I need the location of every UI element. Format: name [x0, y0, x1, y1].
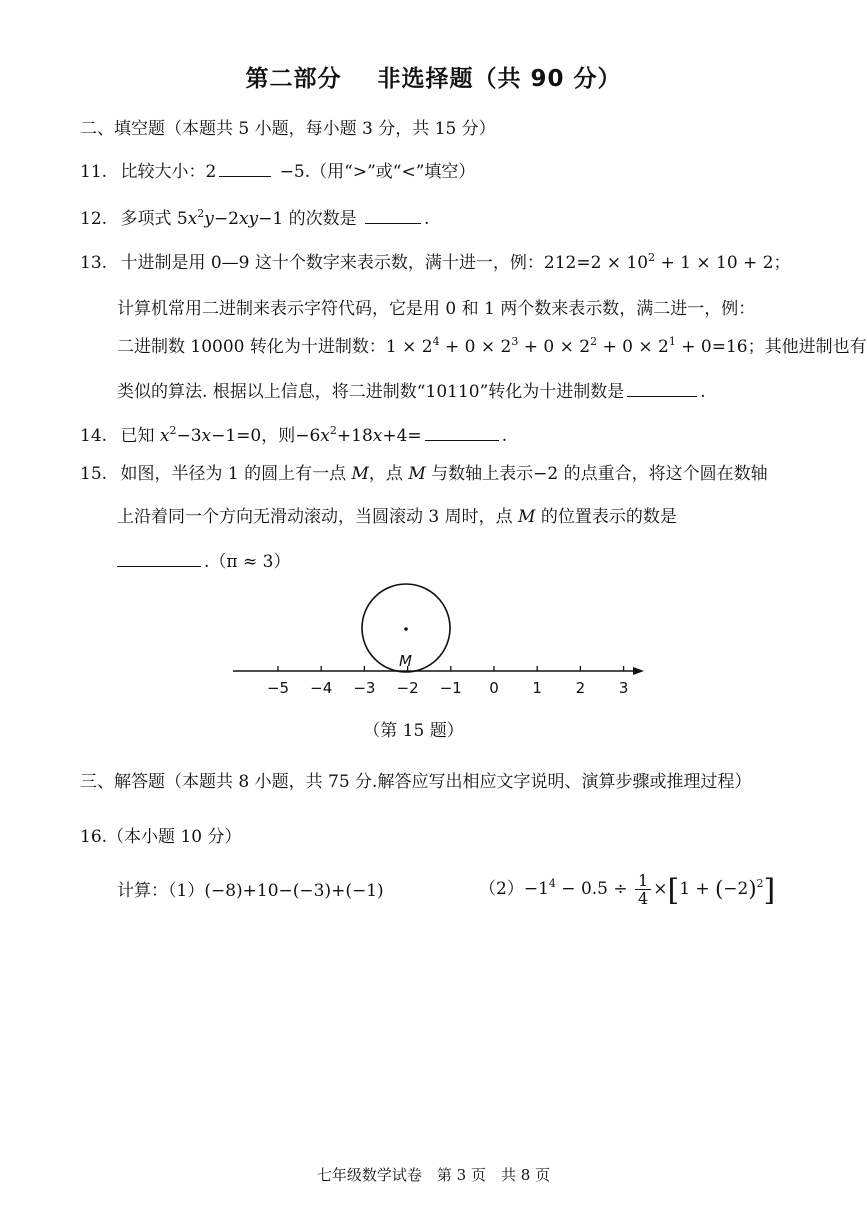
- var-x: x: [201, 426, 212, 446]
- right-paren: ): [748, 877, 757, 901]
- title-name: 非选择题（共 90 分）: [377, 66, 622, 92]
- q13-line3-e: + 0=16；其他进制也有: [675, 337, 867, 357]
- q14-number: 14.: [80, 426, 108, 446]
- var-x: x: [159, 426, 170, 446]
- question-13-line-2: 计算机常用二进制来表示字符代码，它是用 0 和 1 两个数来表示数，满二进一，例：: [117, 299, 756, 319]
- number-line-tick-label: −1: [439, 679, 462, 697]
- q12-text-pre: 多项式 5: [120, 209, 188, 229]
- var-M: M: [351, 464, 369, 484]
- q15-line1-c: 与数轴上表示−2 的点重合，将这个圆在数轴: [425, 464, 768, 484]
- part-1-label: （1）: [168, 881, 205, 901]
- left-paren: (: [715, 877, 724, 901]
- exponent: 3: [511, 335, 519, 348]
- question-11: [80, 160, 475, 183]
- q14-period: .: [501, 426, 508, 446]
- q11-text-post: −5.（用“>”或“<”填空）: [279, 162, 476, 182]
- question-13-line-4: [117, 380, 706, 403]
- exponent: 2: [329, 424, 337, 437]
- exponent: 2: [590, 335, 598, 348]
- q13-number: 13.: [80, 253, 108, 273]
- q13-line3-c: + 0 × 2: [518, 337, 591, 357]
- q11-answer-blank[interactable]: [219, 160, 271, 177]
- q15-line2-a: 上沿着同一个方向无滑动滚动，当圆滚动 3 周时，点: [117, 507, 519, 527]
- number-line-tick-label: 1: [532, 679, 542, 697]
- var-x: x: [187, 209, 198, 229]
- part-2-label: （2）: [479, 879, 524, 899]
- section3-heading: 三、解答题（本题共 8 小题，共 75 分.解答应写出相应文字说明、演算步骤或推理过程）: [80, 772, 752, 792]
- q13-line3-b: + 0 × 2: [439, 337, 512, 357]
- exponent: 2: [756, 877, 764, 890]
- fraction-one-quarter: [635, 872, 651, 907]
- exponent: 2: [169, 424, 177, 437]
- var-M: M: [408, 464, 426, 484]
- part-2-term-d: 1 +: [679, 879, 716, 899]
- q15-number: 15.: [80, 464, 108, 484]
- part-2-term-a: −1: [523, 879, 549, 899]
- q11-number: 11.: [80, 162, 108, 182]
- section2-heading: 二、填空题（本题共 5 小题，每小题 3 分，共 15 分）: [80, 119, 496, 139]
- question-12: [80, 207, 429, 230]
- exponent: 2: [648, 251, 656, 264]
- q13-line1-text: 十进制是用 0—9 这十个数字来表示数，满十进一，例：212=2 × 10: [120, 253, 649, 273]
- point-M-label: M: [399, 652, 412, 670]
- right-bracket: ]: [763, 873, 776, 908]
- q15-line3-text: .（π ≈ 3）: [204, 552, 291, 572]
- part-2-term-b: − 0.5 ÷: [555, 879, 634, 899]
- q13-answer-blank[interactable]: [627, 380, 697, 397]
- question-16-part-2: [479, 869, 775, 911]
- q12-text-post: −1 的次数是: [258, 209, 357, 229]
- fraction-denominator: 4: [638, 889, 649, 908]
- q14-text-pre: 已知: [120, 426, 160, 446]
- q14-answer-blank[interactable]: [425, 424, 499, 441]
- number-line-tick-label: −5: [266, 679, 290, 697]
- q13-line3-d: + 0 × 2: [597, 337, 669, 357]
- question-13-line-3: [117, 336, 867, 358]
- circle-center-dot: [404, 627, 408, 631]
- q15-line1-a: 如图，半径为 1 的圆上有一点: [120, 464, 352, 484]
- question-14: [80, 424, 507, 447]
- exponent: 1: [668, 335, 676, 348]
- q15-line2-b: 的位置表示的数是: [535, 507, 677, 527]
- var-xy: xy: [238, 209, 259, 229]
- question-15-line-1: [80, 463, 768, 485]
- q15-line1-b: ，点: [368, 464, 409, 484]
- var-M: M: [518, 507, 536, 527]
- question-15-line-3: [117, 550, 290, 573]
- var-y: y: [204, 209, 214, 229]
- q14-text-a: −3: [176, 426, 202, 446]
- q12-number: 12.: [80, 209, 108, 229]
- part-2-term-e: −2: [723, 879, 749, 899]
- number-line-arrow-icon: [633, 667, 644, 675]
- title-part: 第二部分: [245, 66, 342, 92]
- figure-number-line: [0, 580, 867, 705]
- question-15-line-2: [117, 506, 677, 528]
- q14-text-d: +4=: [382, 426, 422, 446]
- q14-text-b: −1=0，则−6: [211, 426, 321, 446]
- number-line-tick-label: −4: [310, 679, 333, 697]
- part-1-expression: (−8)+10−(−3)+(−1): [204, 881, 384, 901]
- question-16-part-1: [117, 880, 384, 902]
- q15-answer-blank[interactable]: [117, 550, 201, 567]
- page-footer: 七年级数学试卷 第 3 页 共 8 页: [316, 1166, 551, 1184]
- q14-text-c: +18: [336, 426, 373, 446]
- calc-label: 计算：: [117, 881, 168, 901]
- left-bracket: [: [667, 873, 680, 908]
- fraction-numerator: 1: [635, 872, 651, 890]
- q13-line4-text: 类似的算法. 根据以上信息，将二进制数“10110”转化为十进制数是: [117, 382, 625, 402]
- var-x: x: [320, 426, 330, 446]
- number-line-tick-label: 3: [618, 679, 629, 697]
- number-line-tick-label: 2: [575, 679, 586, 697]
- q11-text-pre: 比较大小：2: [120, 162, 217, 182]
- q13-period: .: [700, 382, 706, 402]
- q13-line1-tail: + 1 × 10 + 2；: [655, 253, 791, 273]
- q13-line3-a: 二进制数 10000 转化为十进制数：1 × 2: [117, 337, 433, 357]
- q12-answer-blank[interactable]: [365, 207, 421, 224]
- page-title: [0, 60, 867, 93]
- number-line-tick-label: −3: [353, 679, 376, 697]
- number-line-tick-label: −2: [396, 679, 419, 697]
- var-x: x: [372, 426, 383, 446]
- q12-text-mid: −2: [213, 209, 239, 229]
- q12-period: .: [424, 209, 430, 229]
- exponent: 4: [548, 877, 556, 890]
- question-13-line-1: [80, 252, 791, 274]
- times-sign: ×: [653, 879, 668, 899]
- number-line-tick-label: 0: [489, 679, 499, 697]
- exponent: 4: [432, 335, 440, 348]
- figure-caption: （第 15 题）: [363, 721, 464, 741]
- exponent: 2: [197, 207, 205, 220]
- question-16-header: 16.（本小题 10 分）: [80, 827, 242, 847]
